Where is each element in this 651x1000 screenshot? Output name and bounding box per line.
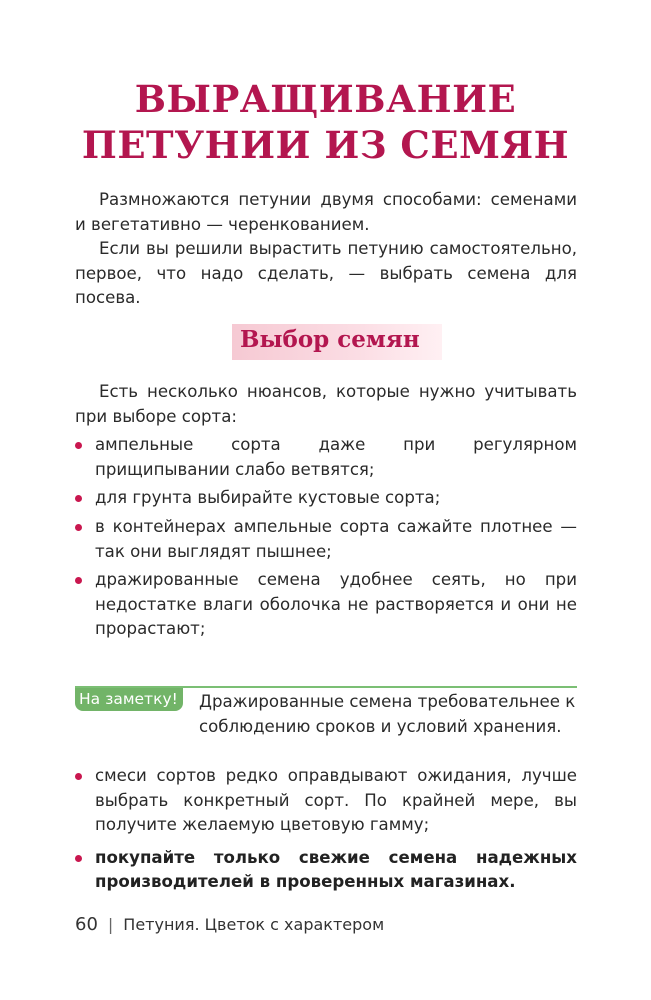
page-footer — [75, 914, 384, 935]
list-item — [75, 433, 577, 482]
list-item — [75, 515, 577, 564]
list-item-text: для грунта выбирайте кустовые сорта; — [95, 488, 441, 508]
bullet-icon — [75, 577, 82, 584]
selection-section — [75, 380, 577, 642]
title-line: ПЕТУНИИ ИЗ СЕМЯН — [81, 123, 570, 167]
bullet-list-2 — [75, 760, 577, 895]
note-box — [75, 686, 577, 739]
list-item — [75, 568, 577, 642]
bullet-icon — [75, 495, 82, 502]
bullet-icon — [75, 773, 82, 780]
intro-text — [75, 188, 577, 311]
note-text: Дражированные семена требовательнее к соблюдению сроков и условий хранения. — [199, 692, 576, 736]
subheading: Выбор семян — [240, 326, 420, 353]
note-badge: На заметку! — [75, 688, 183, 711]
book-title: Петуния. Цветок с характером — [123, 915, 385, 934]
paragraph: Размножаются петунии двумя способами: семенами и вегетативно — черенкованием. — [75, 190, 577, 234]
bullet-icon — [75, 442, 82, 449]
bullet-list — [75, 433, 577, 642]
bullet-icon — [75, 524, 82, 531]
subheading-highlight — [232, 324, 442, 360]
title-line: ВЫРАЩИВАНИЕ — [134, 77, 517, 121]
list-item-text: смеси сортов редко оправдывают ожидания, лучше выбрать конкретный сорт. По крайней мере, вы получите желаемую цветовую гамму; — [95, 766, 577, 835]
paragraph: Есть несколько нюансов, которые нужно учитывать при выборе сорта: — [75, 382, 577, 426]
list-item — [75, 764, 577, 838]
list-item-text: дражированные семена удобнее сеять, но при недостатке влаги оболочка не растворяется и они не прорастают; — [95, 570, 577, 639]
list-item-text: в контейнерах ампельные сорта сажайте плотнее — так они выглядят пышнее; — [95, 516, 577, 561]
footer-separator: | — [107, 915, 114, 934]
list-item — [75, 486, 577, 511]
bullet-icon — [75, 855, 82, 862]
list-item-text: покупайте только свежие семена надежных производителей в проверенных магазинах. — [95, 847, 577, 892]
paragraph: Если вы решили вырастить петунию самостоятельно, первое, что надо сделать, — выбрать семена для посева. — [75, 239, 577, 308]
page-number: 60 — [75, 914, 98, 935]
list-item — [75, 846, 577, 895]
list-item-text: ампельные сорта даже при регулярном прищипывании слабо ветвятся; — [95, 435, 577, 479]
page-title — [0, 76, 651, 168]
